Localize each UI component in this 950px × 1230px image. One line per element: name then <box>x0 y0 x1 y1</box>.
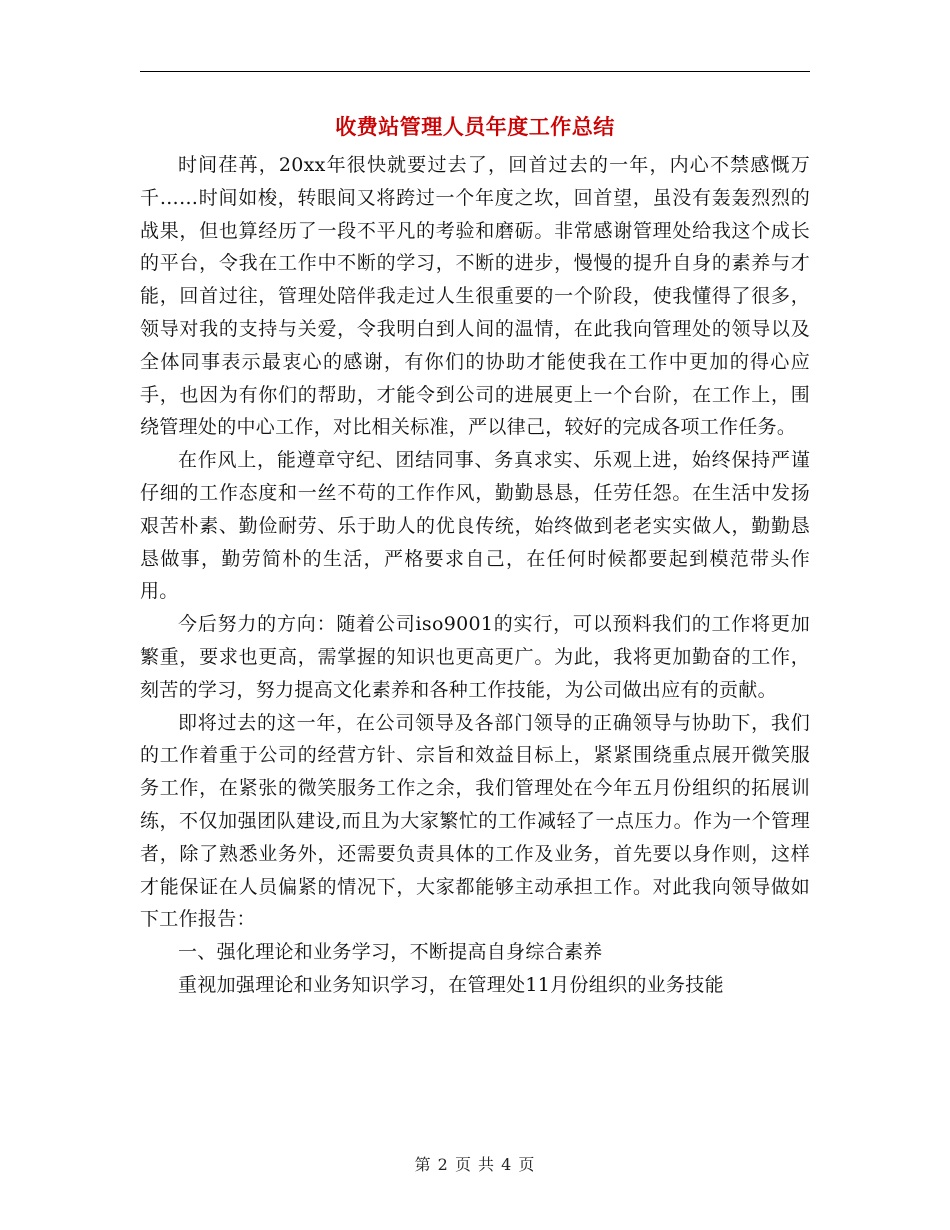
paragraph-future-direction: 今后努力的方向：随着公司iso9001的实行，可以预料我们的工作将更加繁重，要求也更高，需掌握的知识也更高更广。为此，我将更加勤奋的工作，刻苦的学习，努力提高文化素养和各种工作技能，为公司做出应有的贡献。 <box>140 613 810 701</box>
header-rule <box>140 71 810 72</box>
page-footer: 第 2 页 共 4 页 <box>414 1155 536 1174</box>
paragraph-work-style: 在作风上，能遵章守纪、团结同事、务真求实、乐观上进，始终保持严谨仔细的工作态度和一丝不苟的工作作风，勤勤恳恳，任劳任怨。在生活中发扬艰苦朴素、勤俭耐劳、乐于助人的优良传统，始终做到老老实实做人，勤勤恳恳做事，勤劳简朴的生活，严格要求自己，在任何时候都要起到模范带头作用。 <box>140 449 810 603</box>
paragraph-year-review: 即将过去的这一年，在公司领导及各部门领导的正确领导与协助下，我们的工作着重于公司的经营方针、宗旨和效益目标上，紧紧围绕重点展开微笑服务工作，在紧张的微笑服务工作之余，我们管理处在今年五月份组织的拓展训练，不仅加强团队建设,而且为大家繁忙的工作减轻了一点压力。作为一个管理者，除了熟悉业务外，还需要负责具体的工作及业务，首先要以身作则，这样才能保证在人员偏紧的情况下，大家都能够主动承担工作。对此我向领导做如下工作报告： <box>140 711 810 931</box>
document-title: 收费站管理人员年度工作总结 <box>335 115 615 139</box>
paragraph-theory-study: 重视加强理论和业务知识学习，在管理处11月份组织的业务技能 <box>178 973 724 996</box>
paragraph-intro: 时间荏苒，20xx年很快就要过去了，回首过去的一年，内心不禁感慨万千……时间如梭，转眼间又将跨过一个年度之坎，回首望，虽没有轰轰烈烈的战果，但也算经历了一段不平凡的考验和磨砺。非常感谢管理处给我这个成长的平台，令我在工作中不断的学习，不断的进步，慢慢的提升自身的素养与才能，回首过往，管理处陪伴我走过人生很重要的一个阶段，使我懂得了很多，领导对我的支持与关爱，令我明白到人间的温情，在此我向管理处的领导以及全体同事表示最衷心的感谢，有你们的协助才能使我在工作中更加的得心应手，也因为有你们的帮助，才能令到公司的进展更上一个台阶，在工作上，围绕管理处的中心工作，对比相关标准，严以律己，较好的完成各项工作任务。 <box>140 154 810 439</box>
section-heading-1: 一、强化理论和业务学习，不断提高自身综合素养 <box>178 941 603 964</box>
document-body <box>140 149 810 1002</box>
